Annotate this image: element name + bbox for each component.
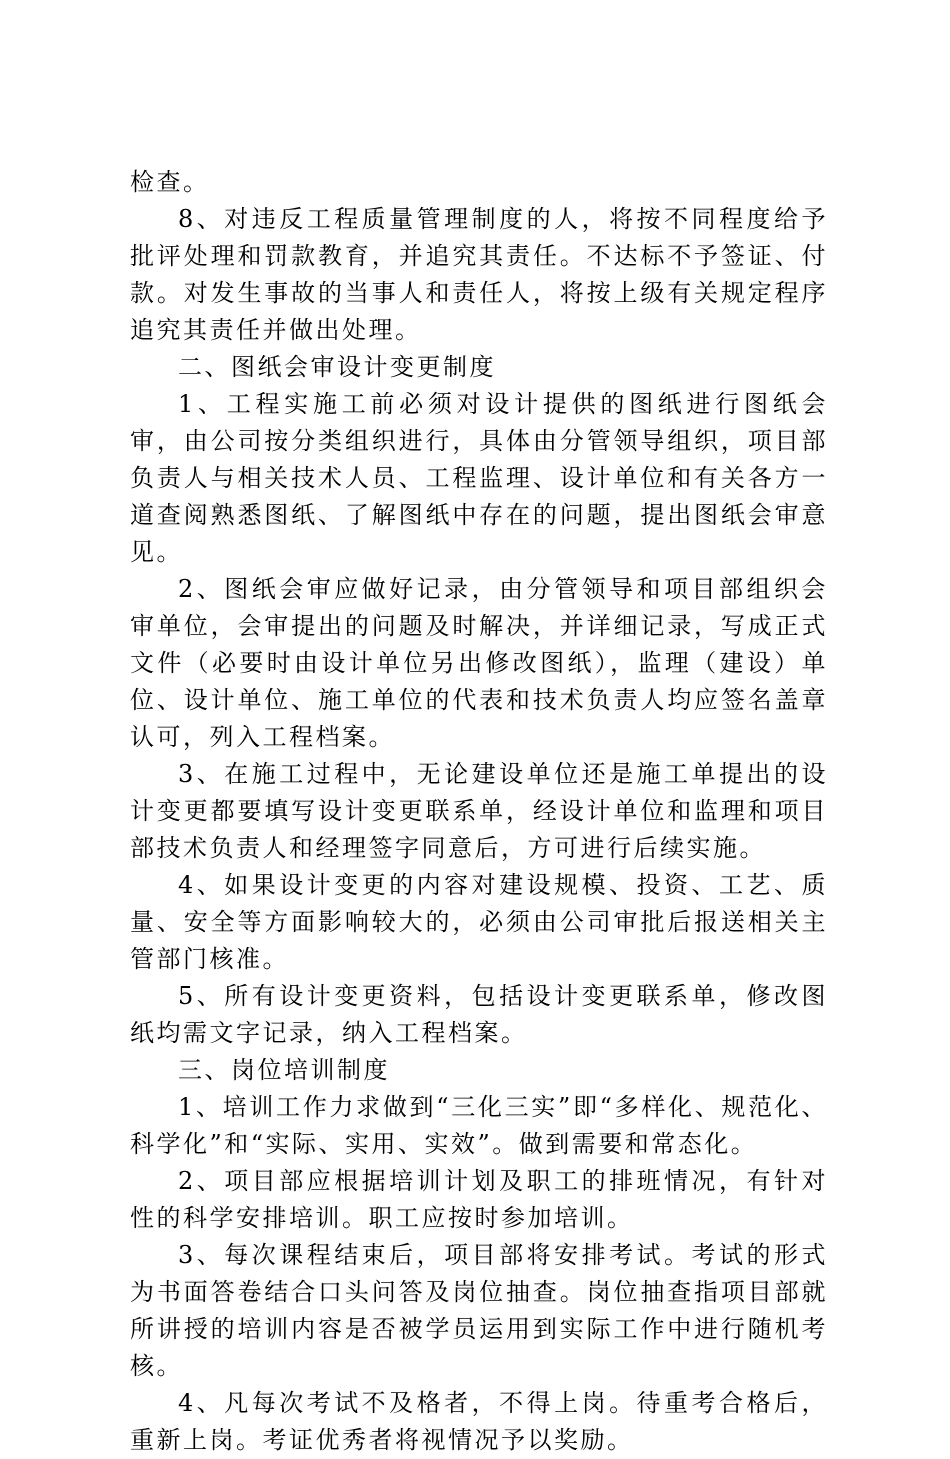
- paragraph-training-item-3: 3、每次课程结束后，项目部将安排考试。考试的形式为书面答卷结合口头问答及岗位抽查。岗位抽查指项目部就所讲授的培训内容是否被学员运用到实际工作中进行随机考核。: [130, 1241, 828, 1380]
- paragraph-training-item-4: 4、凡每次考试不及格者，不得上岗。待重考合格后，重新上岗。考证优秀者将视情况予以奖励。: [130, 1389, 828, 1454]
- paragraph-item-5: 5、所有设计变更资料，包括设计变更联系单，修改图纸均需文字记录，纳入工程档案。: [130, 982, 828, 1047]
- paragraph-continuation: 检查。: [130, 168, 210, 196]
- section-heading-job-training: 三、岗位培训制度: [178, 1056, 390, 1084]
- paragraph-training-item-1: 1、培训工作力求做到“三化三实”即“多样化、规范化、科学化”和“实际、实用、实效”。做到需要和常态化。: [130, 1093, 828, 1158]
- paragraph-item-3: 3、在施工过程中，无论建设单位还是施工单提出的设计变更都要填写设计变更联系单，经设计单位和监理和项目部技术负责人和经理签字同意后，方可进行后续实施。: [130, 760, 828, 862]
- document-page: [130, 164, 828, 1459]
- paragraph-item-4: 4、如果设计变更的内容对建设规模、投资、工艺、质量、安全等方面影响较大的，必须由公司审批后报送相关主管部门核准。: [130, 871, 828, 973]
- paragraph-item-8: 8、对违反工程质量管理制度的人，将按不同程度给予批评处理和罚款教育，并追究其责任。不达标不予签证、付款。对发生事故的当事人和责任人，将按上级有关规定程序追究其责任并做出处理。: [130, 205, 828, 344]
- section-heading-drawing-review: 二、图纸会审设计变更制度: [178, 353, 496, 381]
- paragraph-item-2: 2、图纸会审应做好记录，由分管领导和项目部组织会审单位，会审提出的问题及时解决，并详细记录，写成正式文件（必要时由设计单位另出修改图纸），监理（建设）单位、设计单位、施工单位的代表和技术负责人均应签名盖章认可，列入工程档案。: [130, 575, 828, 751]
- paragraph-training-item-2: 2、项目部应根据培训计划及职工的排班情况，有针对性的科学安排培训。职工应按时参加培训。: [130, 1167, 828, 1232]
- paragraph-item-1: 1、工程实施工前必须对设计提供的图纸进行图纸会审，由公司按分类组织进行，具体由分管领导组织，项目部负责人与相关技术人员、工程监理、设计单位和有关各方一道查阅熟悉图纸、了解图纸中存在的问题，提出图纸会审意见。: [130, 390, 828, 566]
